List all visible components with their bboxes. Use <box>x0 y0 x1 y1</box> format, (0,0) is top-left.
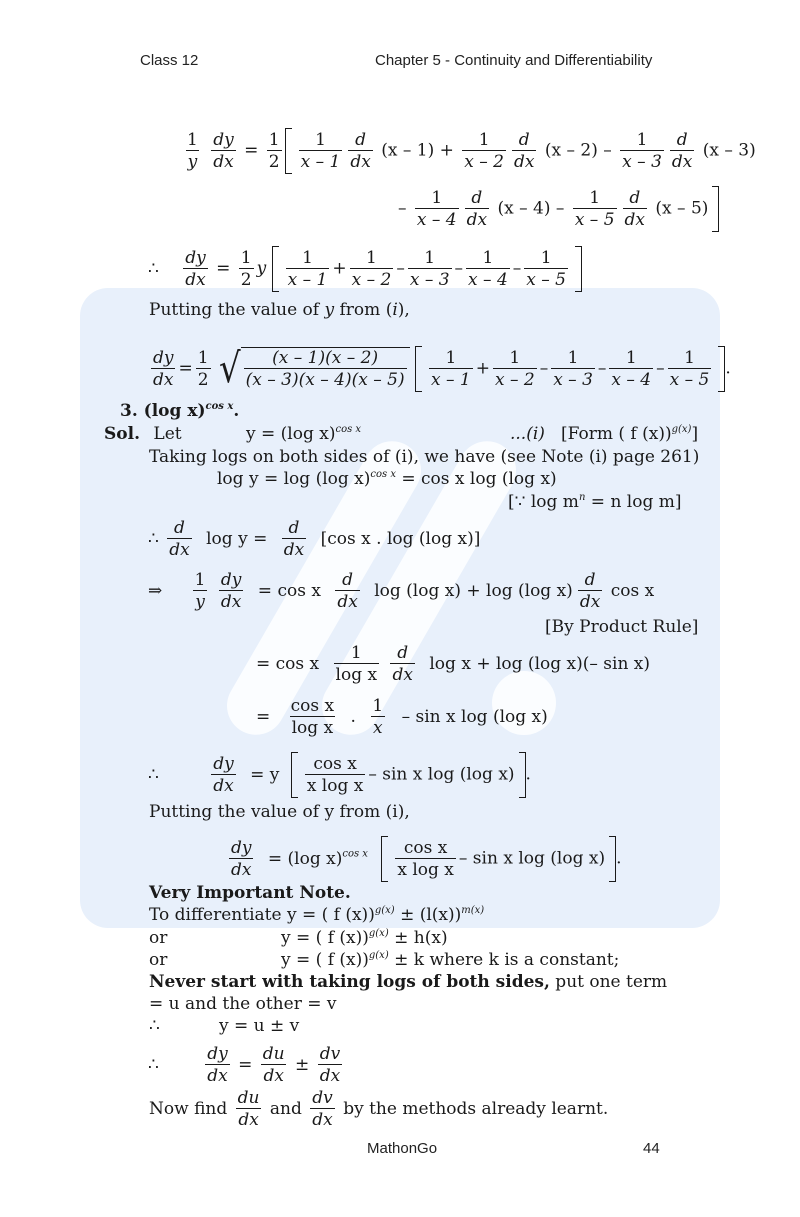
dot: . <box>350 707 356 727</box>
equals: = <box>238 1055 253 1075</box>
final-instruction <box>149 1088 608 1131</box>
denominator: dx <box>185 269 206 290</box>
note-line-6 <box>149 1016 300 1036</box>
denominator: x <box>372 718 383 738</box>
term-argument: (x – 4) – <box>497 198 565 219</box>
note-line-2 <box>149 928 448 948</box>
denominator: x – 2 <box>494 369 535 390</box>
note-line-3 <box>149 950 620 970</box>
denominator: dx <box>671 151 693 172</box>
exponent: g(x) <box>374 905 395 916</box>
equation-log-derivative-line1 <box>182 128 756 174</box>
numerator: dy <box>213 753 234 774</box>
page-number: 44 <box>643 1140 660 1157</box>
denominator: 2 <box>268 151 280 172</box>
denominator: dx <box>337 592 358 612</box>
numerator: dv <box>319 1044 341 1064</box>
numerator: d <box>629 187 641 208</box>
definition-y <box>246 424 361 444</box>
numerator: d <box>342 570 354 590</box>
putting-value-text-2: Putting the value of y from (i), <box>149 802 410 822</box>
denominator: x – 4 <box>468 269 508 290</box>
exponent: cos x <box>370 469 396 480</box>
text: = cos x <box>256 654 320 674</box>
numerator: 1 <box>194 570 206 590</box>
numerator: d <box>584 570 596 590</box>
expression: y = u ± v <box>219 1016 300 1036</box>
text: y = ( f (x)) <box>281 950 369 970</box>
denominator: dx <box>466 209 488 230</box>
denominator: dx <box>579 592 601 612</box>
numerator: 1 <box>187 129 198 150</box>
numerator: 1 <box>268 129 280 150</box>
equation-differentiate-both-sides <box>148 518 480 561</box>
denominator: x – 2 <box>351 269 392 290</box>
header-chapter-title: Chapter 5 - Continuity and Differentiability <box>375 52 653 69</box>
denominator: dx <box>220 592 242 612</box>
text: cos x <box>610 581 655 601</box>
denominator: dx <box>213 775 234 796</box>
problem-number: 3. <box>120 401 138 421</box>
equation-final-answer <box>226 836 622 882</box>
numerator: du <box>262 1044 285 1064</box>
header-class-label: Class 12 <box>140 52 199 69</box>
log-power-rule-note <box>508 492 682 512</box>
text: by the methods already learnt. <box>343 1099 609 1119</box>
text: log y = log (log x) <box>217 469 371 489</box>
denominator: dx <box>350 151 371 172</box>
note-line-5: = u and the other = v <box>149 994 337 1014</box>
numerator: 1 <box>424 247 436 268</box>
numerator: dy <box>207 1044 228 1064</box>
numerator: 1 <box>589 187 601 208</box>
right-bracket <box>712 186 719 232</box>
or-text: or <box>149 950 168 970</box>
text: To differentiate y = ( f (x)) <box>149 905 375 925</box>
period: . <box>525 764 531 785</box>
numerator: dv <box>312 1088 333 1108</box>
note-title: Very Important Note. <box>149 883 351 903</box>
denominator: x – 5 <box>669 369 710 390</box>
putting-value-text-1 <box>149 300 410 320</box>
operator: – <box>454 258 464 279</box>
text: ] <box>691 424 699 444</box>
denominator: x – 1 <box>300 151 341 172</box>
denominator: dx <box>283 540 305 560</box>
denominator: x – 4 <box>416 209 457 230</box>
left-bracket <box>285 128 292 174</box>
numerator: d <box>518 129 530 150</box>
numerator: cos x <box>403 837 448 858</box>
numerator: d <box>471 187 483 208</box>
bold-warning: Never start with taking logs of both sides, <box>149 972 550 992</box>
text: [cos x . log (log x)] <box>320 529 481 549</box>
denominator: log x <box>335 665 378 685</box>
therefore-symbol: ∴ <box>148 258 159 279</box>
problem-expression: (log x) <box>143 401 206 421</box>
text: = cos x log (log x) <box>395 469 557 489</box>
denominator: x – 1 <box>431 369 471 390</box>
implies-symbol: ⇒ <box>148 581 163 601</box>
denominator: dx <box>312 1110 333 1130</box>
numerator: 1 <box>478 129 490 150</box>
denominator: dx <box>263 1066 284 1086</box>
text: log y = <box>206 529 268 549</box>
denominator: dx <box>392 665 413 685</box>
numerator: 1 <box>540 247 552 268</box>
minus: – <box>398 198 407 219</box>
text: ± (l(x)) <box>394 905 462 925</box>
denominator: 2 <box>197 369 209 390</box>
denominator: dx <box>238 1110 259 1130</box>
problem-3-heading <box>120 401 239 421</box>
denominator: x log x <box>306 775 364 796</box>
term-argument: (x – 3) <box>702 140 756 161</box>
denominator: dx <box>624 209 646 230</box>
equation-product-rule <box>148 570 654 613</box>
exponent: g(x) <box>368 928 389 939</box>
numerator: 1 <box>625 347 637 368</box>
operator: + <box>332 258 347 279</box>
numerator: 1 <box>240 247 252 268</box>
denominator: x – 3 <box>409 269 450 290</box>
denominator: x – 5 <box>526 269 566 290</box>
denominator: dx <box>231 859 252 880</box>
equation-dy-dx-half-y <box>148 246 582 292</box>
operator: – <box>512 258 522 279</box>
term-argument: (x – 1) + <box>381 140 454 161</box>
form-note <box>561 424 698 444</box>
text: = y <box>250 764 280 785</box>
denominator: dx <box>153 369 174 390</box>
text: [∵ log m <box>508 492 579 512</box>
text: ), <box>397 300 410 320</box>
denominator: x – 1 <box>287 269 328 290</box>
numerator: dy <box>213 129 234 150</box>
numerator: cos x <box>290 696 335 716</box>
text: [Form ( f (x)) <box>561 424 672 444</box>
text: ± k where k is a constant; <box>388 950 620 970</box>
numerator: d <box>676 129 688 150</box>
numerator: d <box>355 129 367 150</box>
numerator: 1 <box>302 247 313 268</box>
denominator: x – 4 <box>611 369 652 390</box>
equals: = <box>178 358 193 379</box>
equals: = <box>216 258 231 279</box>
taking-logs-text: Taking logs on both sides of (i), we have (see Note (i) page 261) <box>149 447 700 467</box>
text: = n log m] <box>585 492 682 512</box>
variable-y: y <box>324 300 335 320</box>
numerator: 1 <box>372 696 384 716</box>
left-bracket <box>415 346 422 392</box>
expression: y = (log x) <box>246 424 336 444</box>
numerator: 1 <box>567 347 579 368</box>
equation-reference: ...(i) <box>510 424 545 444</box>
numerator: 1 <box>431 187 443 208</box>
right-bracket <box>519 752 526 798</box>
text: – sin x log (log x) <box>368 764 515 785</box>
denominator: dx <box>513 151 535 172</box>
exponent: g(x) <box>671 424 692 435</box>
equation-final-dy-dx-root <box>148 346 731 392</box>
text: log (log x) + log (log x) <box>374 581 573 601</box>
operator: – <box>539 358 549 379</box>
exponent: n <box>578 492 586 503</box>
equation-step-2 <box>256 696 548 739</box>
operator: – <box>656 358 665 379</box>
text: y = ( f (x)) <box>281 928 369 948</box>
denominator: dx <box>169 540 190 560</box>
plus-minus: ± <box>295 1055 310 1075</box>
equation-dy-dx-sum <box>148 1044 345 1087</box>
square-root <box>219 347 410 391</box>
numerator: d <box>288 518 300 538</box>
denominator: x – 3 <box>622 151 662 172</box>
therefore-symbol: ∴ <box>149 1016 160 1036</box>
exponent: g(x) <box>368 950 389 961</box>
denominator: log x <box>291 718 334 738</box>
term-argument: (x – 5) <box>655 198 709 219</box>
period: . <box>616 848 622 869</box>
denominator: 2 <box>240 269 252 290</box>
denominator: (x – 3)(x – 4)(x – 5) <box>245 370 405 390</box>
numerator: 1 <box>315 129 326 150</box>
operator: – <box>396 258 405 279</box>
period: . <box>233 401 240 421</box>
denominator: dx <box>319 1066 341 1086</box>
equation-log-derivative-line2 <box>398 186 719 232</box>
numerator: 1 <box>684 347 695 368</box>
product-rule-note: [By Product Rule] <box>545 617 699 637</box>
expression <box>281 950 619 970</box>
numerator: 1 <box>197 347 209 368</box>
or-text: or <box>149 928 168 948</box>
numerator: 1 <box>366 247 377 268</box>
text: put one term <box>549 972 668 992</box>
operator: + <box>475 358 490 379</box>
footer-brand: MathonGo <box>367 1140 438 1157</box>
denominator: x log x <box>397 859 454 880</box>
ref-i: i <box>392 300 398 320</box>
denominator: y <box>187 151 198 172</box>
solution-let-line <box>104 424 699 444</box>
text: Now find <box>149 1099 228 1119</box>
exponent: m(x) <box>461 905 485 916</box>
numerator: du <box>237 1088 260 1108</box>
therefore-symbol: ∴ <box>148 764 159 785</box>
numerator: 1 <box>350 643 362 663</box>
equals: = <box>256 707 271 727</box>
numerator: dy <box>185 247 206 268</box>
text: – sin x log (log x) <box>401 707 548 727</box>
numerator: 1 <box>636 129 648 150</box>
numerator: d <box>174 518 185 538</box>
numerator: 1 <box>445 347 457 368</box>
left-bracket <box>381 836 388 882</box>
equation-step-1 <box>256 643 650 686</box>
exponent: cos x <box>205 401 234 412</box>
denominator: dx <box>213 151 234 172</box>
exponent: cos x <box>342 848 368 860</box>
let-text: Let <box>153 424 182 444</box>
text: ± h(x) <box>388 928 448 948</box>
numerator: cos x <box>313 753 357 774</box>
variable-y: y <box>256 258 267 279</box>
expression <box>281 928 448 948</box>
text: = cos x <box>257 581 321 601</box>
text: Putting the value of <box>149 300 325 320</box>
radical-sign: √ <box>218 345 241 393</box>
denominator: dx <box>207 1066 228 1086</box>
right-bracket <box>575 246 582 292</box>
numerator: dy <box>153 347 174 368</box>
term-argument: (x – 2) – <box>544 140 612 161</box>
text: = (log x) <box>267 848 343 869</box>
equation-dy-dx-in-y <box>148 752 531 798</box>
log-y-equation <box>217 469 557 489</box>
left-bracket <box>291 752 298 798</box>
text: from ( <box>334 300 393 320</box>
left-bracket <box>272 246 279 292</box>
therefore-symbol: ∴ <box>148 529 159 549</box>
operator: – <box>597 358 607 379</box>
numerator: 1 <box>482 247 494 268</box>
note-line-1 <box>149 905 484 925</box>
text: log x + log (log x)(– sin x) <box>429 654 651 674</box>
equals: = <box>244 140 259 161</box>
numerator: dy <box>231 837 252 858</box>
numerator: dy <box>220 570 242 590</box>
period: . <box>725 358 731 379</box>
denominator: x – 5 <box>574 209 615 230</box>
numerator: 1 <box>509 347 521 368</box>
note-line-4 <box>149 972 667 992</box>
denominator: x – 3 <box>553 369 593 390</box>
denominator: y <box>195 592 205 612</box>
numerator: (x – 1)(x – 2) <box>272 348 379 368</box>
text: and <box>269 1099 302 1119</box>
solution-label: Sol. <box>104 424 140 444</box>
exponent: cos x <box>335 424 362 435</box>
therefore-symbol: ∴ <box>148 1055 159 1075</box>
numerator: d <box>397 643 409 663</box>
denominator: x – 2 <box>464 151 504 172</box>
text: – sin x log (log x) <box>458 848 606 869</box>
